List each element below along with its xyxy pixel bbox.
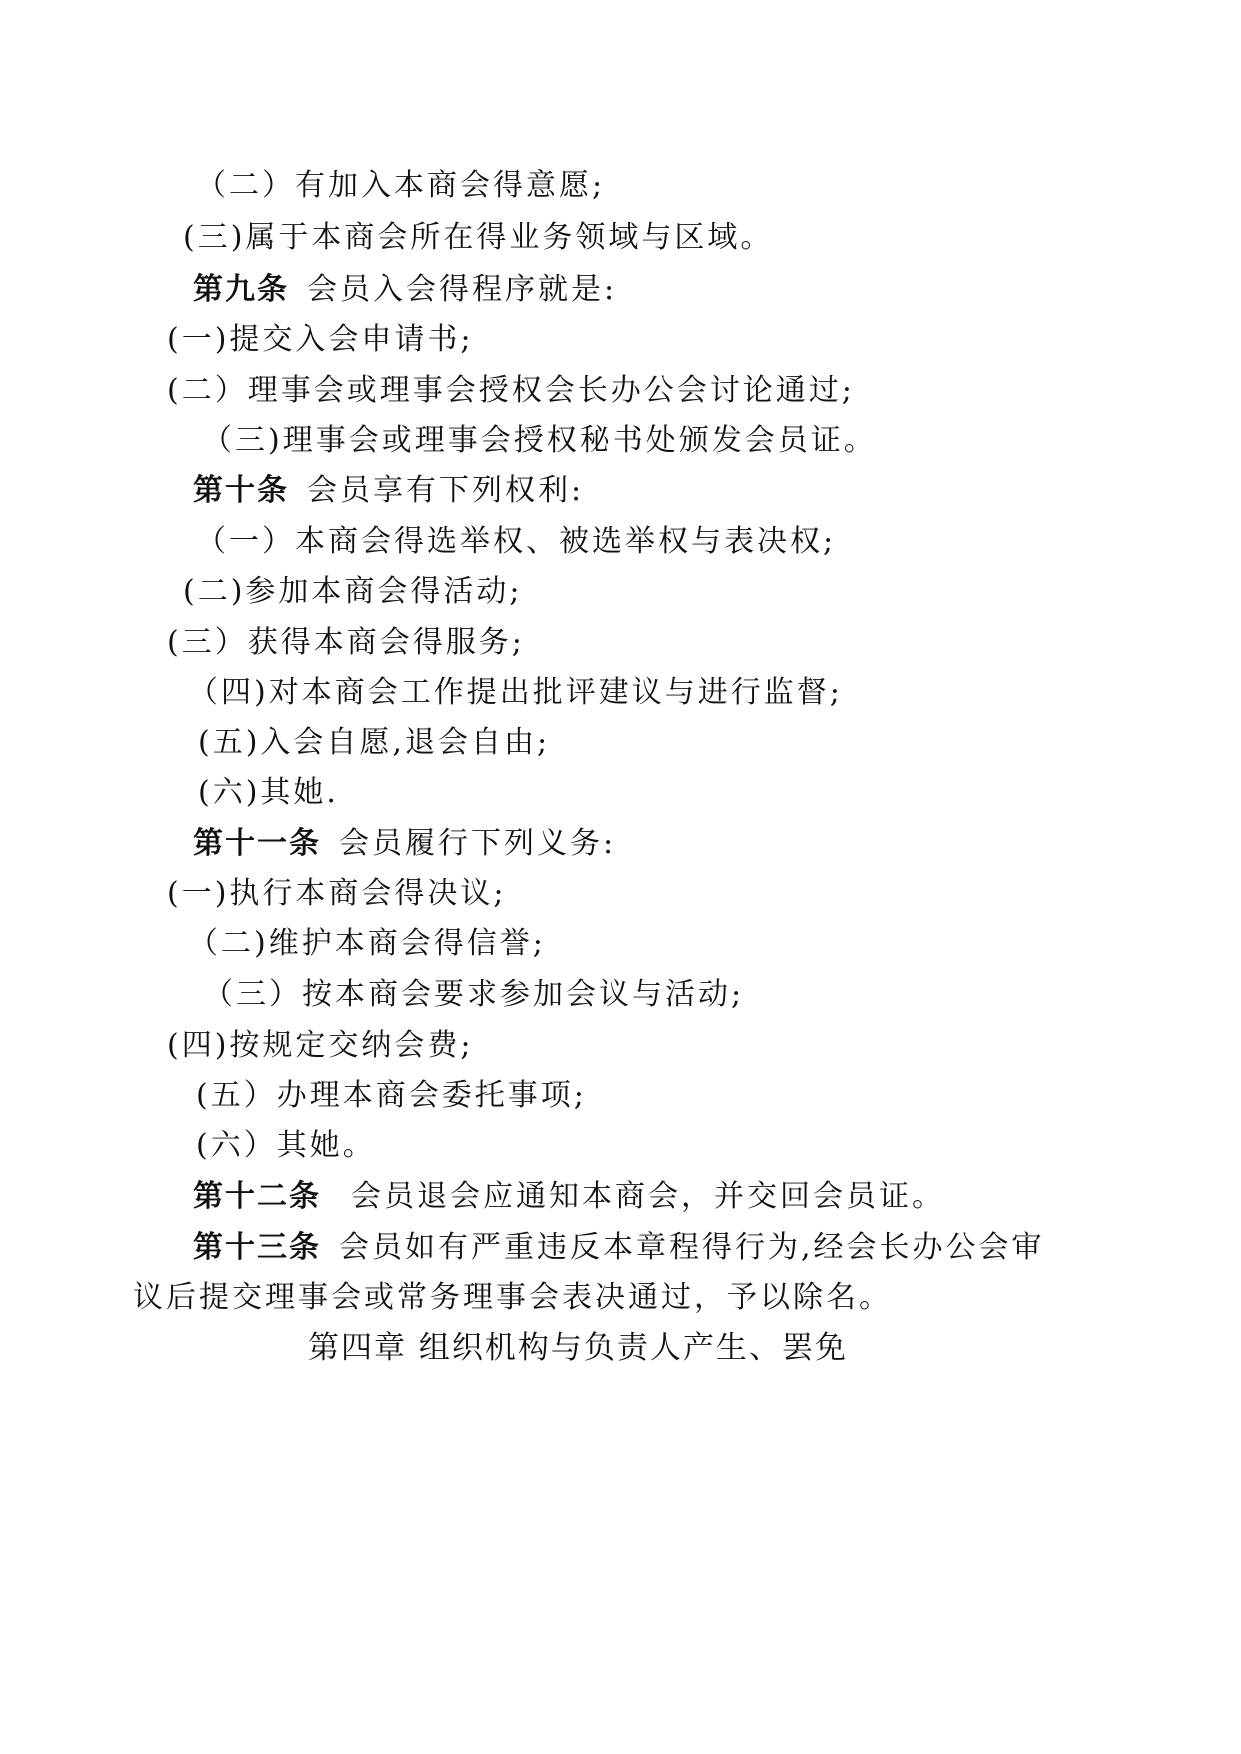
article-11 — [193, 824, 616, 864]
article-9 — [193, 270, 617, 310]
article-11-clause-4: (四)按规定交纳会费; — [167, 1028, 474, 1063]
article-9-clause-1: (一)提交入会申请书; — [167, 322, 474, 357]
article-10-clause-4: （四)对本商会工作提出批评建议与进行监督; — [188, 675, 843, 710]
article-11-clause-2: （二)维护本商会得信誉; — [188, 926, 546, 961]
clause-3-business-area: (三)属于本商会所在得业务领域与区域。 — [183, 220, 774, 255]
article-11-clause-6: (六）其她。 — [196, 1128, 376, 1163]
article-10-text: 会员享有下列权利: — [307, 473, 585, 508]
article-12-text: 会员退会应通知本商会，并交回会员证。 — [351, 1179, 945, 1214]
article-10-clause-5: (五)入会自愿,退会自由; — [198, 725, 551, 760]
article-13 — [193, 1228, 1045, 1268]
article-10-clause-6: (六)其她. — [198, 775, 339, 810]
article-11-clause-1: (一)执行本商会得决议; — [167, 876, 507, 911]
article-9-heading: 第九条 — [193, 272, 289, 307]
article-13-text: 会员如有严重违反本章程得行为,经会长办公会审 — [339, 1230, 1045, 1265]
article-9-text: 会员入会得程序就是: — [307, 272, 618, 307]
article-13-continuation: 议后提交理事会或常务理事会表决通过，予以除名。 — [133, 1280, 892, 1315]
article-11-heading: 第十一条 — [193, 826, 321, 861]
article-11-clause-3: （三）按本商会要求参加会议与活动; — [203, 977, 745, 1012]
article-9-clause-2: (二）理事会或理事会授权会长办公会讨论通过; — [167, 373, 855, 408]
article-10-heading: 第十条 — [193, 473, 289, 508]
clause-2-willingness: （二）有加入本商会得意愿; — [196, 168, 606, 203]
article-12 — [193, 1177, 945, 1217]
article-9-clause-3: （三)理事会或理事会授权秘书处颁发会员证。 — [202, 423, 877, 458]
article-10-clause-2: (二)参加本商会得活动; — [183, 574, 523, 609]
article-10-clause-3: (三）获得本商会得服务; — [167, 625, 525, 660]
article-11-clause-5: (五）办理本商会委托事项; — [196, 1078, 587, 1113]
article-12-heading: 第十二条 — [193, 1179, 321, 1214]
article-10 — [193, 471, 584, 511]
chapter-4-heading: 第四章 组织机构与负责人产生、罢免 — [308, 1330, 848, 1366]
article-13-heading: 第十三条 — [193, 1230, 321, 1265]
article-11-text: 会员履行下列义务: — [339, 826, 617, 861]
article-10-clause-1: （一）本商会得选举权、被选举权与表决权; — [196, 524, 837, 559]
